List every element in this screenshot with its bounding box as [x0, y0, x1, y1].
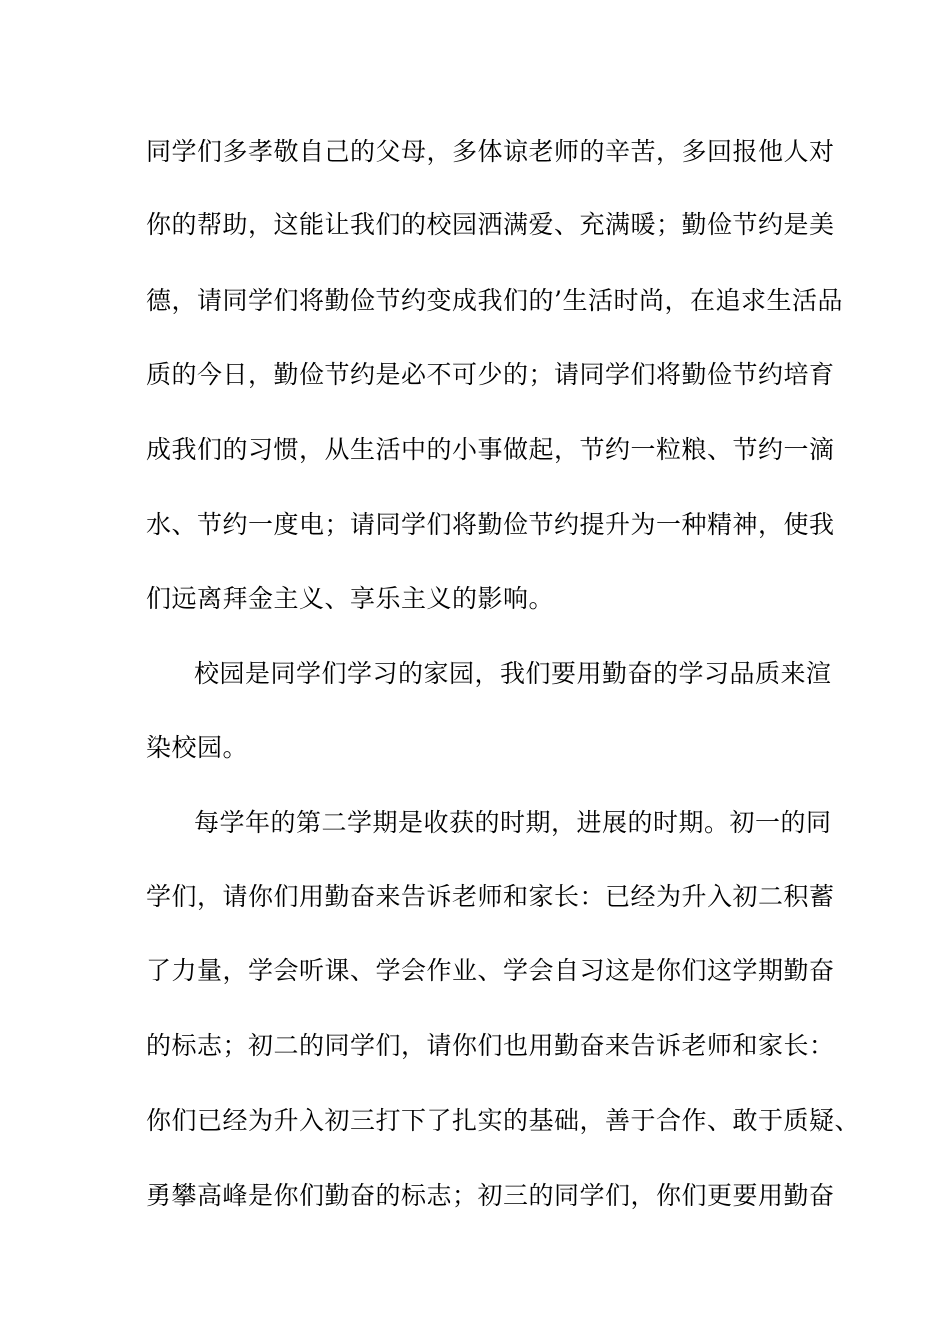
text-line-12: 了力量，学会听课、学会作业、学会自习这是你们这学期勤奋	[146, 956, 835, 985]
text-line-14: 你们已经为升入初三打下了扎实的基础，善于合作、敢于质疑、	[146, 1106, 861, 1135]
text-line-5: 成我们的习惯，从生活中的小事做起，节约一粒粮、节约一滴	[146, 435, 835, 464]
text-line-3: 德，请同学们将勤俭节约变成我们的’生活时尚，在追求生活品	[146, 286, 843, 315]
text-line-10: 每学年的第二学期是收获的时期，进展的时期。初一的同	[194, 808, 832, 837]
text-line-6: 水、节约一度电；请同学们将勤俭节约提升为一种精神，使我	[146, 510, 835, 539]
text-line-4: 质的今日，勤俭节约是必不可少的；请同学们将勤俭节约培育	[146, 360, 835, 389]
text-line-7: 们远离拜金主义、享乐主义的影响。	[146, 584, 555, 613]
text-line-13: 的标志；初二的同学们，请你们也用勤奋来告诉老师和家长：	[146, 1031, 835, 1060]
text-line-9: 染校园。	[146, 733, 249, 762]
text-line-2: 你的帮助，这能让我们的校园洒满爱、充满暖；勤俭节约是美	[146, 210, 835, 239]
text-line-8: 校园是同学们学习的家园，我们要用勤奋的学习品质来渲	[194, 659, 832, 688]
text-line-15: 勇攀高峰是你们勤奋的标志；初三的同学们，你们更要用勤奋	[146, 1181, 835, 1210]
text-line-1: 同学们多孝敬自己的父母，多体谅老师的辛苦，多回报他人对	[146, 137, 835, 166]
text-line-11: 学们，请你们用勤奋来告诉老师和家长：已经为升入初二积蓄	[146, 882, 835, 911]
